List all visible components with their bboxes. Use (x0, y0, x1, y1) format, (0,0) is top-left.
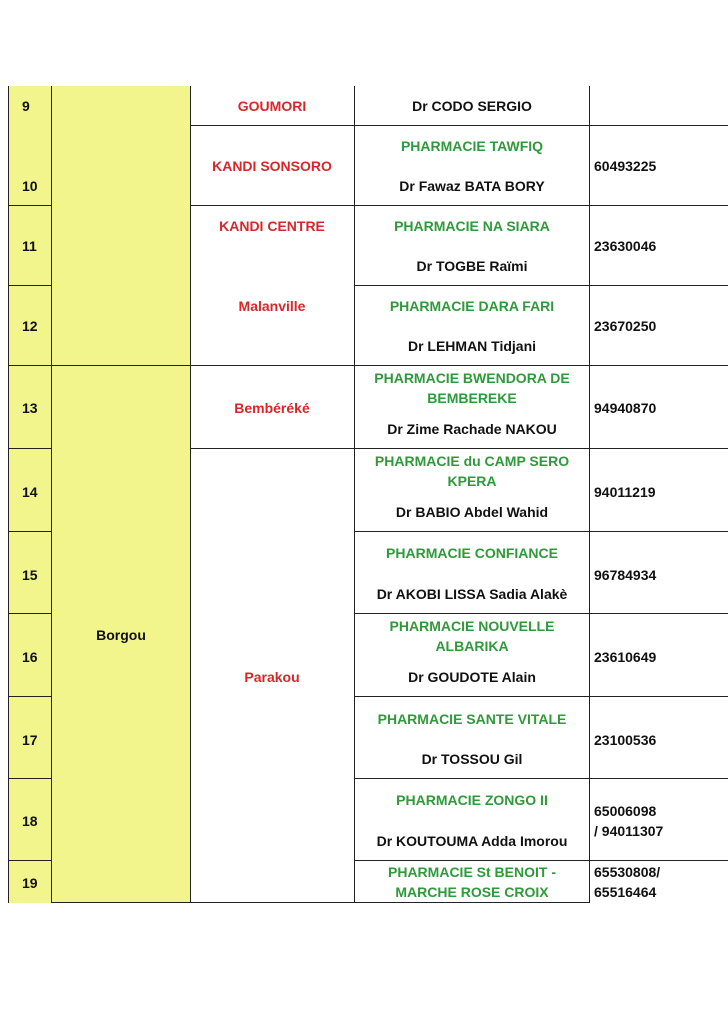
grid-line (354, 778, 589, 779)
row-number: 18 (22, 813, 38, 829)
locality-name: GOUMORI (237, 98, 307, 114)
pharmacy-name: PHARMACIE SANTE VITALE (377, 711, 567, 727)
grid-line (51, 902, 190, 903)
grid-line (354, 902, 589, 903)
pharmacy-name: PHARMACIE BWENDORA DE (374, 370, 570, 386)
pharmacy-name: BEMBEREKE (427, 390, 517, 406)
grid-line (51, 86, 52, 903)
phone-number: 23630046 (594, 238, 657, 254)
grid-line (8, 365, 51, 366)
grid-line (589, 860, 728, 861)
locality-name: KANDI CENTRE (219, 218, 325, 234)
grid-line (190, 205, 354, 206)
doctor-name: Dr TOGBE Raïmi (416, 258, 528, 274)
grid-line (354, 205, 589, 206)
grid-line (354, 285, 589, 286)
pharmacy-name: MARCHE ROSE CROIX (395, 884, 549, 900)
phone-number: 65006098 (594, 803, 657, 819)
phone-number: 23610649 (594, 649, 657, 665)
grid-line (589, 365, 728, 366)
row-number: 19 (22, 875, 38, 891)
grid-line (8, 448, 51, 449)
phone-number: 94940870 (594, 400, 657, 416)
grid-line (51, 365, 190, 366)
grid-line (190, 365, 354, 366)
grid-line (190, 86, 191, 903)
phone-number: 60493225 (594, 158, 657, 174)
grid-line (589, 285, 728, 286)
doctor-name: Dr AKOBI LISSA Sadia Alakè (376, 586, 568, 602)
pharmacy-name: KPERA (447, 473, 497, 489)
grid-line (8, 531, 51, 532)
doctor-name: Dr Zime Rachade NAKOU (387, 421, 557, 437)
phone-number: 96784934 (594, 567, 657, 583)
grid-line (589, 778, 728, 779)
grid-line (589, 696, 728, 697)
doctor-name: Dr KOUTOUMA Adda Imorou (376, 833, 568, 849)
department-name: Borgou (96, 627, 146, 643)
grid-line (8, 285, 51, 286)
phone-number: 65516464 (594, 884, 657, 900)
grid-line (589, 613, 728, 614)
locality-name: KANDI SONSORO (212, 158, 332, 174)
locality-name: Bembéréké (234, 400, 310, 416)
grid-line (589, 86, 590, 903)
row-number: 10 (22, 178, 38, 194)
grid-line (8, 86, 9, 903)
grid-line (354, 448, 589, 449)
locality-name: Parakou (244, 669, 300, 685)
doctor-name: Dr TOSSOU Gil (421, 751, 523, 767)
grid-line (190, 902, 354, 903)
phone-number: / 94011307 (594, 823, 664, 839)
pharmacy-name: PHARMACIE CONFIANCE (386, 545, 558, 561)
grid-line (589, 448, 728, 449)
grid-line (354, 86, 355, 903)
locality-name: Malanville (238, 298, 306, 314)
grid-line (8, 205, 51, 206)
pharmacy-name: PHARMACIE DARA FARI (389, 298, 555, 314)
phone-number: 23100536 (594, 732, 657, 748)
doctor-name: Dr LEHMAN Tidjani (407, 338, 537, 354)
row-number: 11 (22, 238, 37, 254)
pharmacy-name: PHARMACIE NOUVELLE (389, 618, 555, 634)
grid-line (354, 531, 589, 532)
grid-line (354, 613, 589, 614)
department-highlight-top (51, 86, 190, 366)
pharmacy-name: ALBARIKA (435, 638, 509, 654)
pharmacy-name: PHARMACIE ZONGO II (396, 792, 548, 808)
grid-line (354, 696, 589, 697)
doctor-name: Dr CODO SERGIO (412, 98, 532, 114)
row-number: 14 (22, 484, 38, 500)
grid-line (8, 613, 51, 614)
row-number: 9 (22, 98, 30, 114)
row-number: 12 (22, 318, 38, 334)
grid-line (8, 860, 51, 861)
grid-line (354, 125, 589, 126)
grid-line (8, 778, 51, 779)
row-number: 15 (22, 567, 38, 583)
pharmacy-name: PHARMACIE St BENOIT - (388, 864, 556, 880)
grid-line (589, 125, 728, 126)
row-number: 13 (22, 400, 38, 416)
doctor-name: Dr Fawaz BATA BORY (399, 178, 545, 194)
grid-line (354, 365, 589, 366)
phone-number: 23670250 (594, 318, 657, 334)
pharmacy-name: PHARMACIE du CAMP SERO (374, 453, 570, 469)
row-number: 16 (22, 649, 38, 665)
phone-number: 65530808/ (594, 864, 661, 880)
doctor-name: Dr BABIO Abdel Wahid (395, 504, 549, 520)
grid-line (589, 205, 728, 206)
grid-line (190, 125, 354, 126)
grid-line (190, 448, 354, 449)
grid-line (8, 696, 51, 697)
pharmacy-name: PHARMACIE NA SIARA (394, 218, 550, 234)
grid-line (589, 531, 728, 532)
grid-line (354, 860, 589, 861)
doctor-name: Dr GOUDOTE Alain (408, 669, 536, 685)
pharmacy-name: PHARMACIE TAWFIQ (400, 138, 544, 154)
phone-number: 94011219 (594, 484, 656, 500)
row-number: 17 (22, 732, 38, 748)
